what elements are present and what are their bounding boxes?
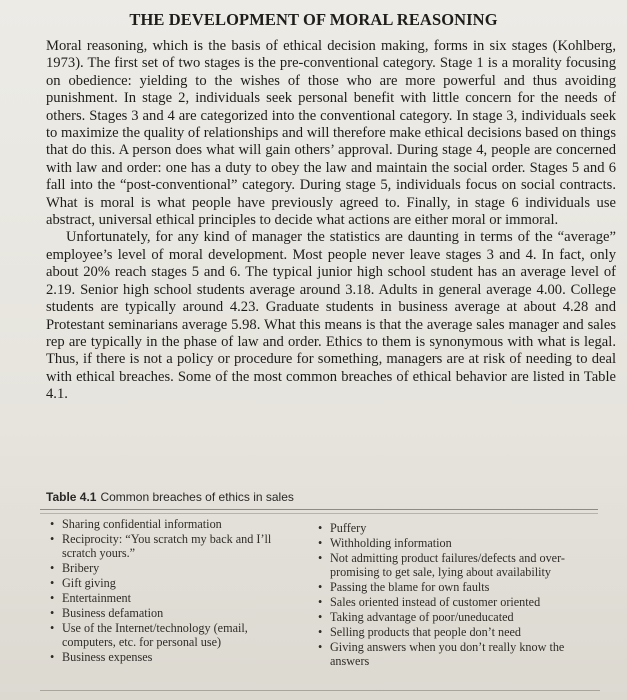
list-item: • Withholding information [318,536,452,550]
list-item: • Puffery [318,521,367,535]
list-item: • Use of the Internet/technology (email, computers, etc. for personal use) [50,621,248,649]
table-bottom-rule [40,690,600,691]
list-item: • Business defamation [50,606,164,620]
list-item: • Bribery [50,561,100,575]
list-item: • Sales oriented instead of customer oriented [318,595,541,609]
bullet-icon: • [50,650,55,664]
list-item: • Not admitting product failures/defects and over-promising to get sale, lying about availability [318,551,565,579]
table-caption [46,490,294,504]
section-title: THE DEVELOPMENT OF MORAL REASONING [129,10,498,29]
bullet-icon: • [50,621,55,635]
table-label: Table 4.1 [46,490,97,504]
bullet-icon: • [50,576,55,590]
list-item: • Entertainment [50,591,132,605]
bullet-icon: • [50,591,55,605]
bullet-icon: • [318,536,323,550]
list-item: • Gift giving [50,576,116,590]
body-text [46,38,616,404]
bullet-icon: • [50,532,55,546]
table-caption-text: Common breaches of ethics in sales [100,490,294,504]
bullet-icon: • [318,640,323,654]
paragraph-2: Unfortunately, for any kind of manager the statistics are daunting in terms of the “average” employee’s level of moral development. Most people never leave stages 3 and 4. In fact, only about 20% reach stages 5 and 6. The typical junior high school student has an average level of 2.19. Senior high school students average around 3.18. Adults in general average 4.00. College students are typically around 4.23. Graduate students in business average at about 4.28 and Protestant seminarians average 5.98. What this means is that the average sales manager and sales rep are typically in the phase of law and order. Ethics to them is synonymous with what is legal. Thus, if there is not a policy or procedure for something, managers are at risk of needing to deal with ethical breaches. Some of the most common breaches of ethical behavior are listed in Table 4.1. [46,229,616,403]
bullet-icon: • [50,517,55,531]
table-top-rule [40,509,598,510]
bullet-icon: • [318,551,323,565]
paragraph-1: Moral reasoning, which is the basis of ethical decision making, forms in six stages (Kohlberg, 1973). The first set of two stages is the pre-conventional category. Stage 1 is a morality focusing on obedience: yielding to the wishes of those who are more powerful and thus avoiding punishment. In stage 2, individuals seek personal benefit with little concern for the needs of others. Stages 3 and 4 are categorized into the conventional category. In stage 3, individuals seek to maximize the quality of relationships and will therefore make ethical decisions based on things that do this. A person does what will gain others’ approval. During stage 4, people are concerned with law and order: one has a duty to obey the law and maintain the social order. Stages 5 and 6 fall into the “post-conventional” category. During stage 5, individuals focus on social contracts. What is moral is what people have previously agreed to. Finally, in stage 6 individuals use abstract, universal ethical principles to decide what actions are either moral or immoral. [46,38,616,229]
table-right-column [316,521,598,669]
list-item: • Sharing confidential information [50,517,222,531]
list-item: • Reciprocity: “You scratch my back and I’ll scratch yours.” [50,532,272,560]
bullet-icon: • [50,561,55,575]
table-left-column [48,517,298,665]
bullet-icon: • [318,595,323,609]
list-item: • Business expenses [50,650,153,664]
bullet-icon: • [318,610,323,624]
list-item: • Passing the blame for own faults [318,580,490,594]
bullet-icon: • [50,606,55,620]
list-item: • Giving answers when you don’t really know the answers [318,640,565,668]
bullet-icon: • [318,521,323,535]
list-item: • Taking advantage of poor/uneducated [318,610,514,624]
bullet-icon: • [318,625,323,639]
table-top-rule-secondary [40,513,598,514]
list-item: • Selling products that people don’t need [318,625,522,639]
bullet-icon: • [318,580,323,594]
